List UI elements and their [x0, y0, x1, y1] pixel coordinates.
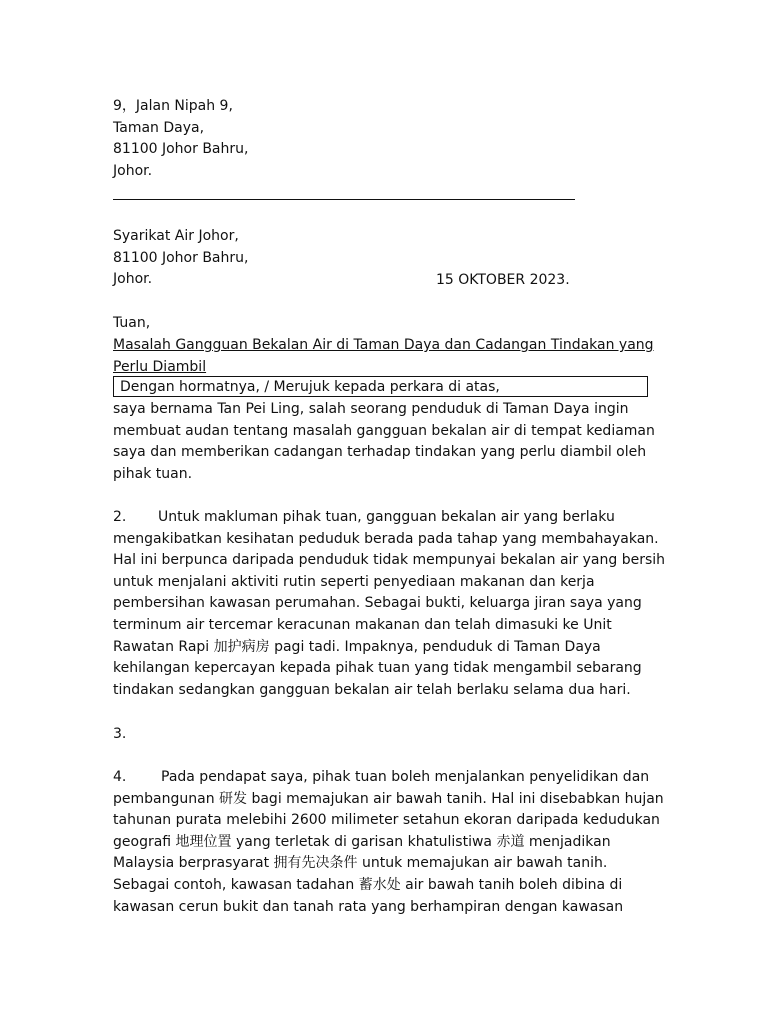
paragraph-line: Untuk makluman pihak tuan, gangguan bekalan air yang berlaku	[158, 509, 615, 525]
sender-line: Taman Daya,	[113, 119, 205, 136]
paragraph-line: membuat audan tentang masalah gangguan bekalan air di tempat kediaman	[113, 422, 655, 439]
salutation: Tuan,	[113, 315, 151, 331]
paragraph-number: 2.	[113, 509, 127, 525]
paragraph-line: saya bernama Tan Pei Ling, salah seorang penduduk di Taman Daya ingin	[113, 401, 629, 417]
recipient-address	[113, 226, 248, 291]
sender-line: 81100 Johor Bahru,	[113, 141, 249, 158]
paragraph-line: geografi 地理位置 yang terletak di garisan khatulistiwa 赤道 menjadikan	[113, 833, 611, 850]
separator-line	[113, 199, 575, 200]
paragraph-line: Rawatan Rapi 加护病房 pagi tadi. Impaknya, penduduk di Taman Daya	[113, 638, 601, 655]
recipient-line: Johor.	[113, 271, 153, 288]
subject-line: Masalah Gangguan Bekalan Air di Taman Daya dan Cadangan Tindakan yang	[113, 337, 654, 353]
letter-subject	[113, 335, 654, 378]
paragraph-3: 3.	[113, 726, 127, 742]
paragraph-line: kehilangan kepercayan kepada pihak tuan yang tidak mengambil sebarang	[113, 660, 642, 677]
greeting-box: Dengan hormatnya, / Merujuk kepada perkara di atas,	[113, 376, 648, 397]
paragraph-4	[113, 767, 664, 918]
paragraph-1	[113, 399, 655, 485]
paragraph-line: Malaysia berprasyarat 拥有先决条件 untuk memajukan air bawah tanih.	[113, 855, 608, 872]
paragraph-line: pembersihan kawasan perumahan. Sebagai bukti, keluarga jiran saya yang	[113, 595, 642, 612]
subject-line: Perlu Diambil	[113, 358, 207, 375]
letter-date: 15 OKTOBER 2023.	[436, 272, 570, 288]
paragraph-line: Hal ini berpunca daripada penduduk tidak mempunyai bekalan air yang bersih	[113, 552, 666, 569]
recipient-line: 81100 Johor Bahru,	[113, 249, 249, 266]
paragraph-line: Pada pendapat saya, pihak tuan boleh menjalankan penyelidikan dan	[161, 769, 650, 785]
paragraph-line: pembangunan 研发 bagi memajukan air bawah tanih. Hal ini disebabkan hujan	[113, 790, 664, 807]
paragraph-line: kawasan cerun bukit dan tanah rata yang berhampiran dengan kawasan	[113, 898, 624, 915]
paragraph-line: mengakibatkan kesihatan peduduk berada pada tahap yang membahayakan.	[113, 530, 659, 547]
sender-address	[113, 96, 248, 182]
paragraph-line: tahunan purata melebihi 2600 milimeter setahun ekoran daripada kedudukan	[113, 812, 660, 829]
paragraph-line: terminum air tercemar keracunan makanan dan telah dimasuki ke Unit	[113, 616, 612, 633]
paragraph-line: pihak tuan.	[113, 465, 193, 482]
paragraph-line: untuk menjalani aktiviti rutin seperti penyediaan makanan dan kerja	[113, 573, 595, 590]
sender-line: 9，Jalan Nipah 9,	[113, 98, 233, 114]
sender-line: Johor.	[113, 162, 153, 179]
paragraph-number: 4.	[113, 769, 127, 785]
paragraph-line: Sebagai contoh, kawasan tadahan 蓄水处 air bawah tanih boleh dibina di	[113, 876, 623, 893]
paragraph-line: tindakan sedangkan gangguan bekalan air telah berlaku selama dua hari.	[113, 681, 631, 698]
paragraph-line: saya dan memberikan cadangan terhadap tindakan yang perlu diambil oleh	[113, 444, 647, 461]
paragraph-2	[113, 507, 665, 701]
recipient-line: Syarikat Air Johor,	[113, 228, 239, 244]
